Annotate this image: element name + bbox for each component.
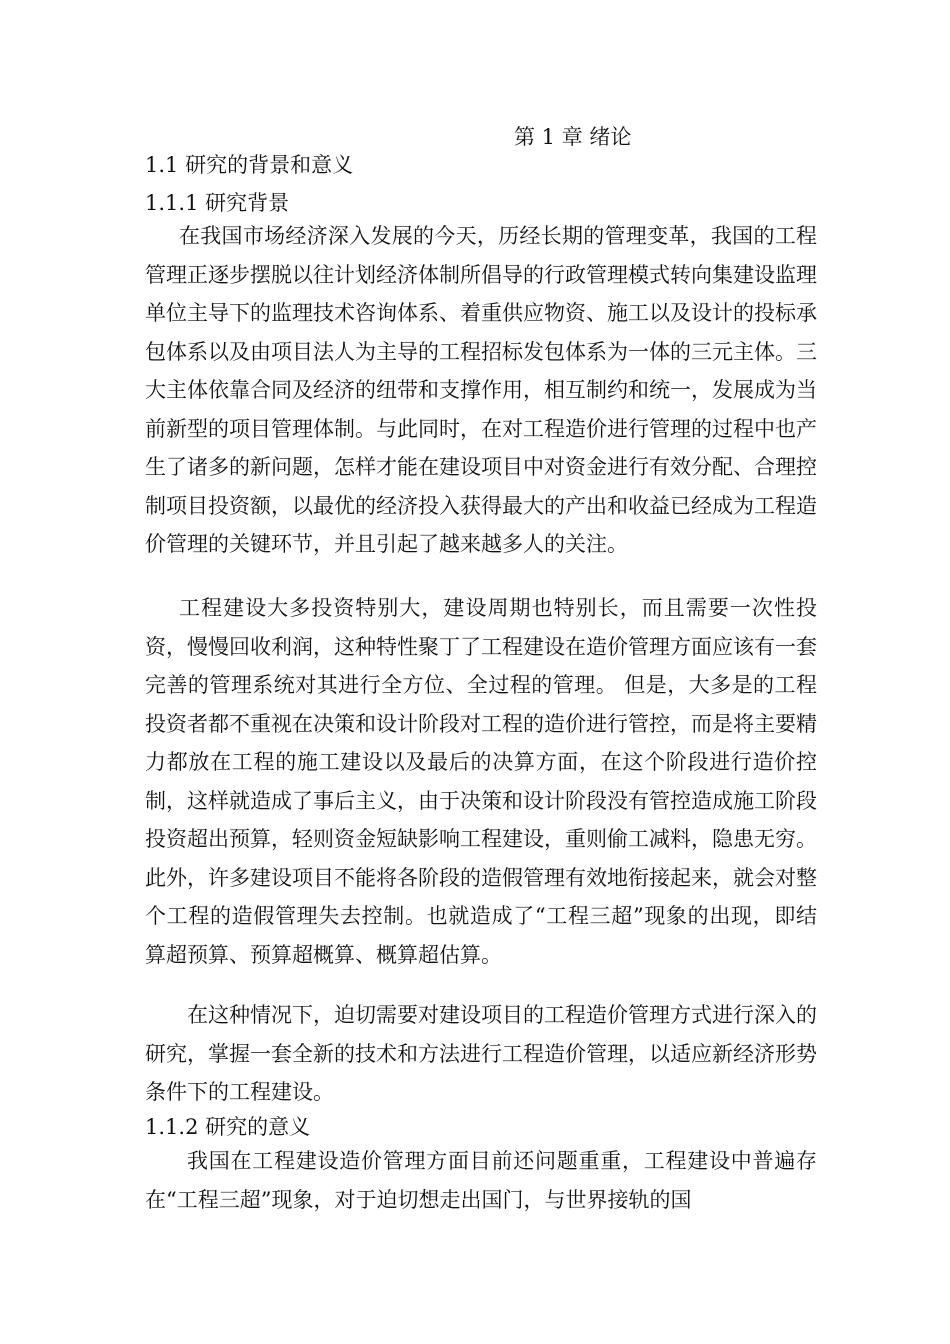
section-heading-1-1-2: 1.1.2 研究的意义 bbox=[145, 1115, 311, 1139]
chapter-title: 第 1 章 绪论 bbox=[514, 125, 632, 149]
paragraph-background-2: 工程建设大多投资特别大，建设周期也特别长，而且需要一次性投资，慢慢回收利润，这种特性聚丁了工程建设在造价管理方面应该有一套完善的管理系统对其进行全方位、全过程的管理。 但是，大多是的工程投资者都不重视在决策和设计阶段对工程的造价进行管控，而是将主要精力都放在工程的施工建设以及最后的决算方面，在这个阶段进行造价控制，这样就造成了事后主义，由于决策和设计阶段没有管控造成施工阶段投资超出预算，轻则资金短缺影响工程建设，重则偷工减料，隐患无穷。此外，许多建设项目不能将各阶段的造假管理有效地衔接起来，就会对整个工程的造假管理失去控制。也就造成了“工程三超”现象的出现，即结算超预算、预算超概算、概算超估算。 bbox=[145, 596, 817, 967]
section-heading-1-1: 1.1 研究的背景和意义 bbox=[145, 153, 354, 177]
paragraph-significance-1: 我国在工程建设造价管理方面目前还问题重重，工程建设中普遍存在“工程三超”现象，对于迫切想走出国门，与世界接轨的国 bbox=[145, 1149, 817, 1212]
paragraph-background-3: 在这种情况下，迫切需要对建设项目的工程造价管理方式进行深入的研究，掌握一套全新的技术和方法进行工程造价管理，以适应新经济形势条件下的工程建设。 bbox=[145, 1003, 817, 1104]
paragraph-background-1: 在我国市场经济深入发展的今天，历经长期的管理变革，我国的工程管理正逐步摆脱以往计划经济体制所倡导的行政管理模式转向集建设监理单位主导下的监理技术咨询体系、着重供应物资、施工以及设计的投标承包体系以及由项目法人为主导的工程招标发包体系为一体的三元主体。三大主体依靠合同及经济的纽带和支撑作用，相互制约和统一，发展成为当前新型的项目管理体制。与此同时，在对工程造价进行管理的过程中也产生了诸多的新问题，怎样才能在建设项目中对资金进行有效分配、合理控制项目投资额，以最优的经济投入获得最大的产出和收益已经成为工程造价管理的关键环节，并且引起了越来越多人的关注。 bbox=[145, 224, 817, 556]
section-heading-1-1-1: 1.1.1 研究背景 bbox=[145, 191, 290, 215]
